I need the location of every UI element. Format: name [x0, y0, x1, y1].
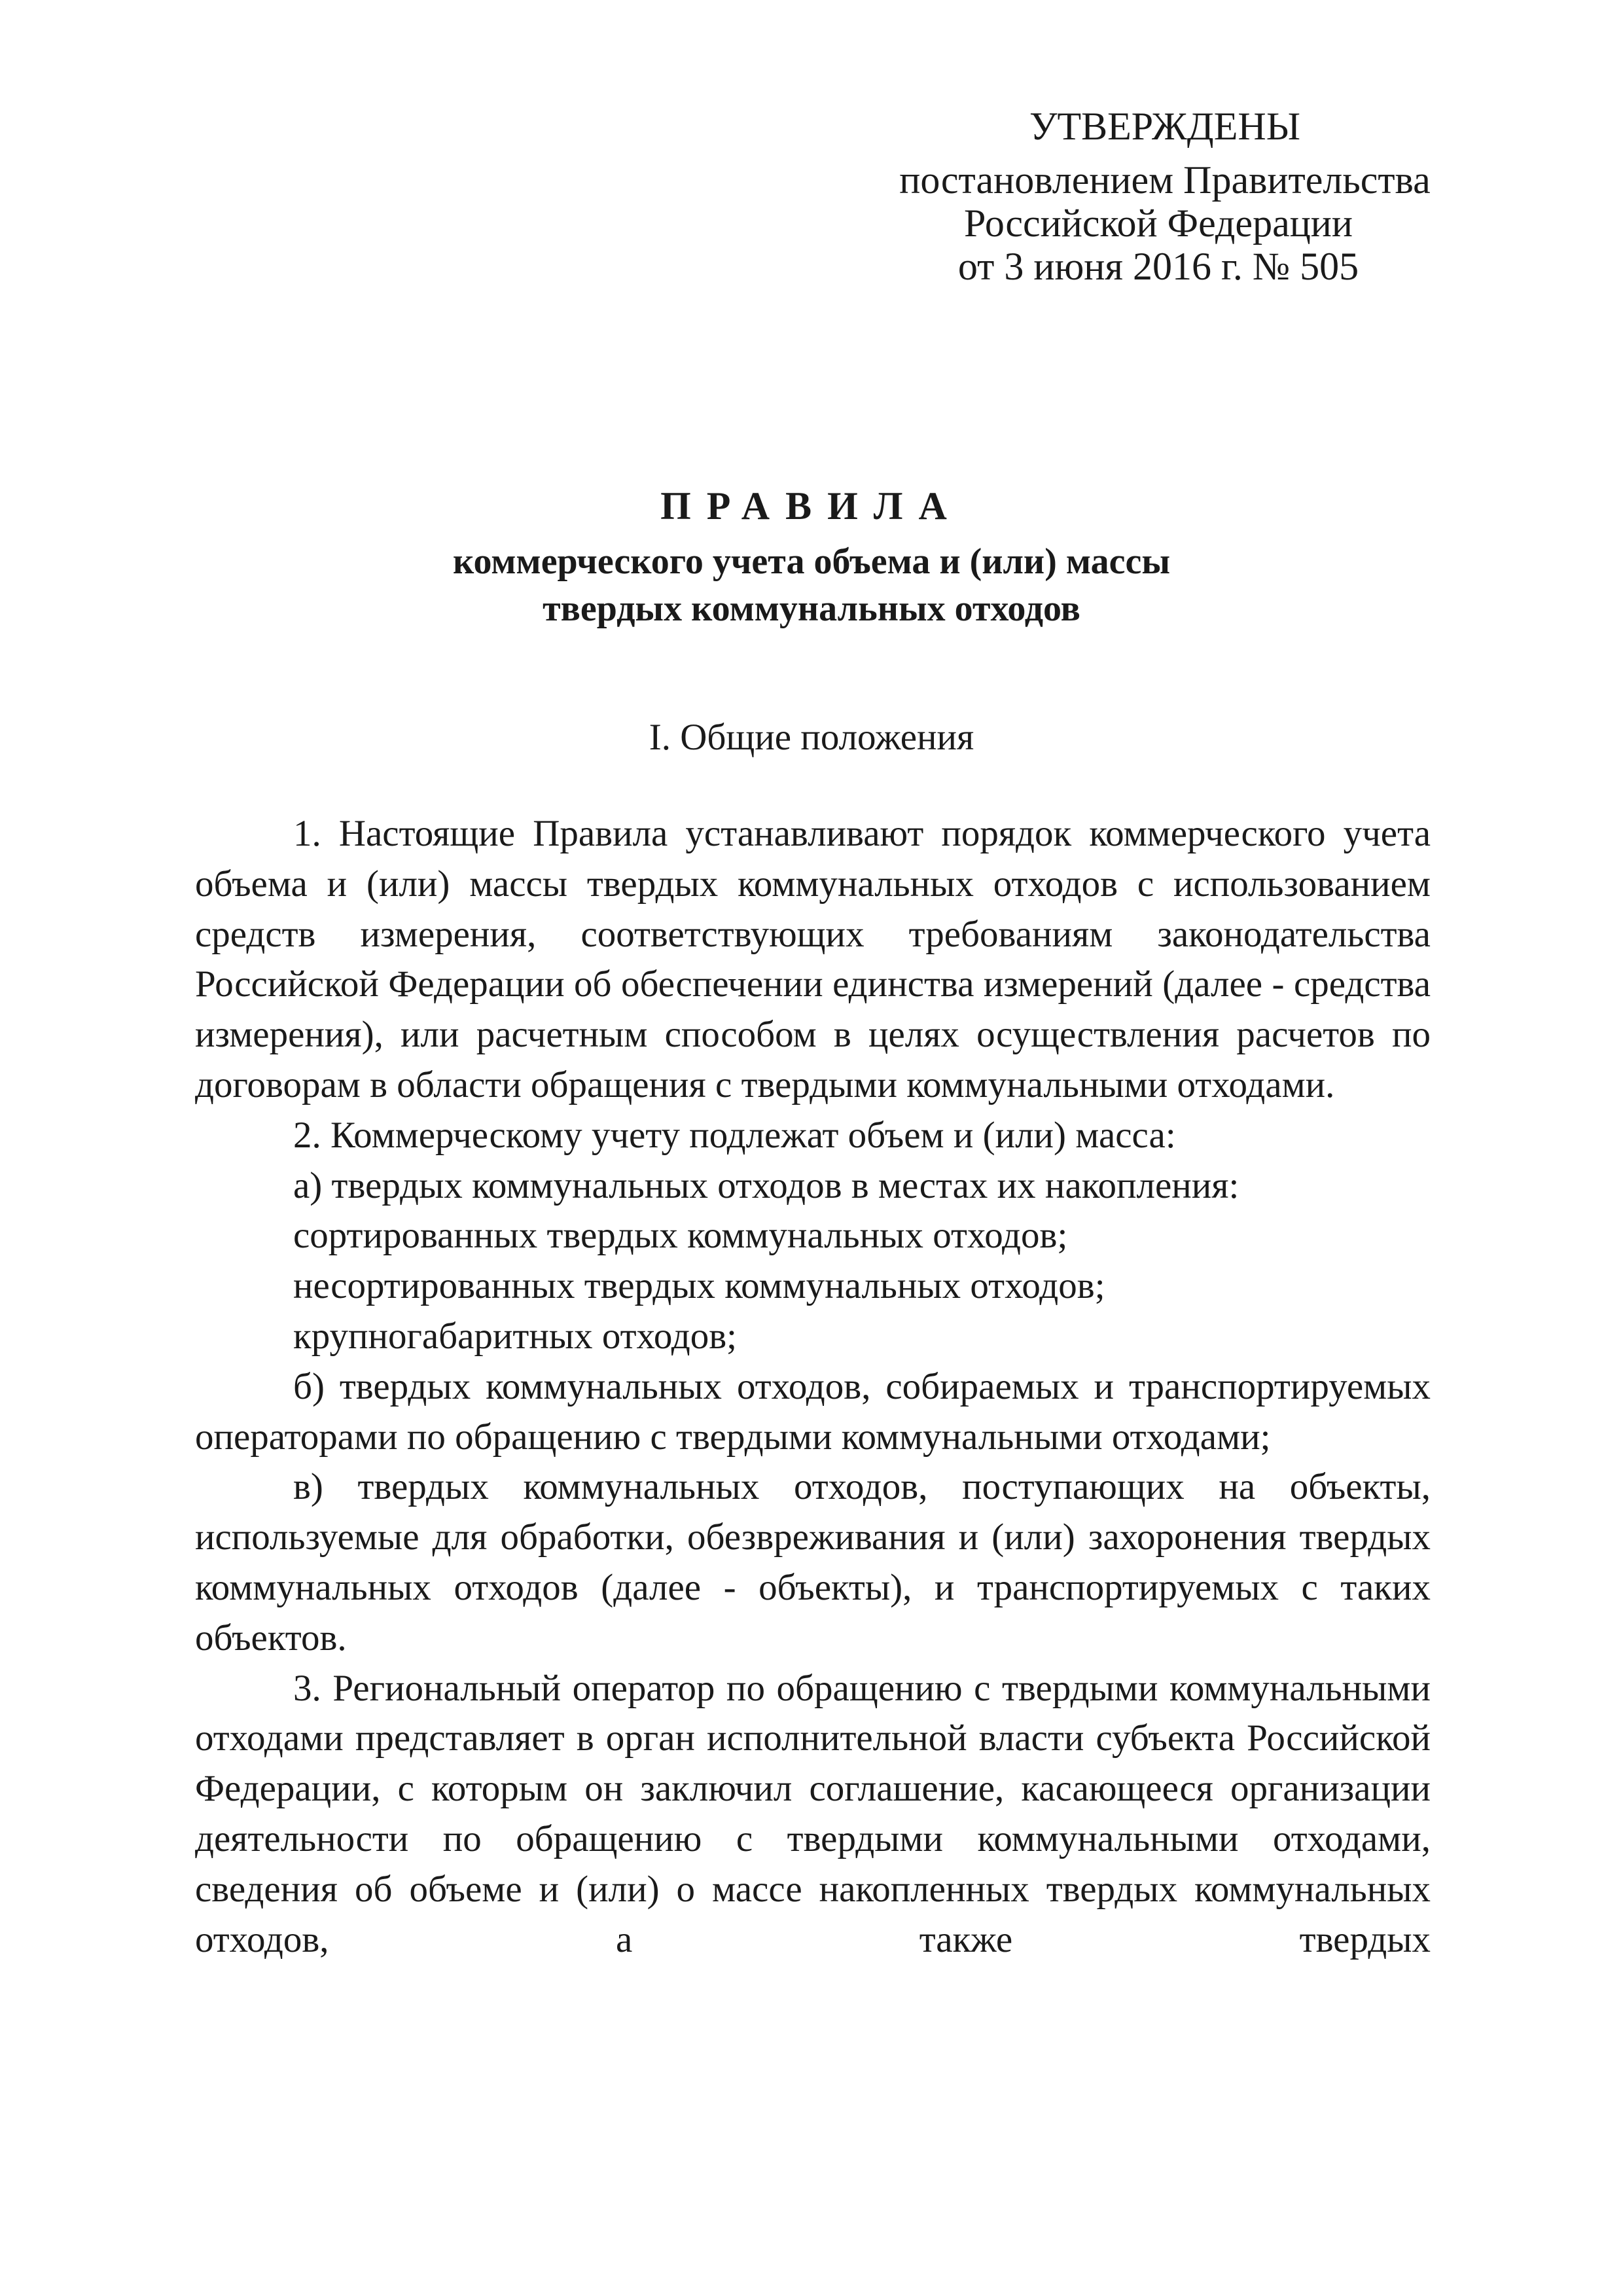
paragraph-2: 2. Коммерческому учету подлежат объем и (или) масса:	[293, 1114, 1176, 1156]
paragraph-2a: а) твердых коммунальных отходов в местах их накопления:	[293, 1164, 1240, 1206]
paragraph-1: 1. Настоящие Правила устанавливают порядок коммерческого учета объема и (или) массы твердых коммунальных отходов с использованием средств измерения, соответствующих требованиям законодательства Российской Федерации об обеспечении единства измерений (далее - средства измерения), или расчетным способом в целях осуществления расчетов по договорам в области обращения с твердыми коммунальными отходами.	[195, 813, 1431, 1105]
approval-stamp	[870, 105, 1446, 288]
document-title: ПРАВИЛА	[660, 484, 963, 528]
list-item: несортированных твердых коммунальных отходов;	[293, 1265, 1105, 1307]
approval-date-number: от 3 июня 2016 г. № 505	[957, 245, 1359, 288]
list-item: крупногабаритных отходов;	[293, 1315, 737, 1357]
subtitle-line: твердых коммунальных отходов	[543, 588, 1080, 629]
approval-line: Российской Федерации	[963, 202, 1353, 245]
document-subtitle	[0, 538, 1623, 632]
paragraph-3: 3. Региональный оператор по обращению с твердыми коммунальными отходами представляет в орган исполнительной власти субъекта Российской Федерации, с которым он заключил соглашение, касающееся организации деятельности по обращению с твердыми коммунальными отходами, сведения об объеме и (или) о массе накопленных твердых коммунальных отходов, а также твердых	[195, 1667, 1431, 1960]
approval-line: постановлением Правительства	[899, 158, 1431, 202]
subtitle-line: коммерческого учета объема и (или) массы	[452, 541, 1171, 582]
list-item: сортированных твердых коммунальных отходов;	[293, 1215, 1068, 1257]
approved-heading: УТВЕРЖДЕНЫ	[1029, 105, 1301, 148]
paragraph-2c: в) твердых коммунальных отходов, поступающих на объекты, используемые для обработки, обезвреживания и (или) захоронения твердых коммунальных отходов (далее - объекты), и транспортируемых с таких объектов.	[195, 1466, 1431, 1659]
section-heading: I. Общие положения	[649, 717, 974, 758]
document-body	[195, 809, 1431, 1965]
paragraph-2b: б) твердых коммунальных отходов, собираемых и транспортируемых операторами по обращению с твердыми коммунальными отходами;	[195, 1365, 1431, 1458]
